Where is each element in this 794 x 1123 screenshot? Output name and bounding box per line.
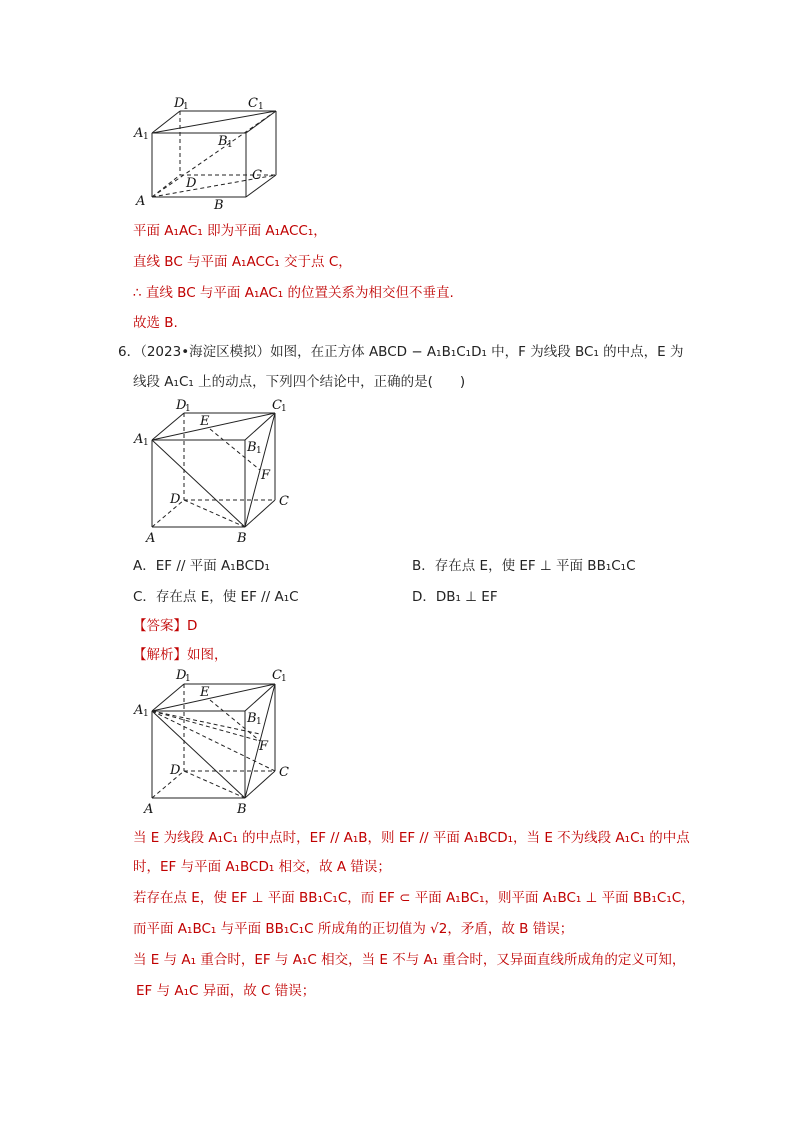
label-A: A [136,194,146,209]
prev-line-4: 故选 B. [133,315,178,331]
label-D: D [170,763,181,778]
label-D1: D [176,668,187,683]
label-C: C [279,494,289,509]
label-sub: 1 [185,404,191,414]
label-sub: 1 [143,438,149,448]
explanation-line-4: 而平面 A₁BC₁ 与平面 BB₁C₁C 所成角的正切值为 √2，矛盾，故 B 错误； [133,921,574,937]
label-A1: A [134,126,144,141]
prev-line-1: 平面 A₁AC₁ 即为平面 A₁ACC₁， [133,223,327,239]
label-B1: B [247,440,257,455]
label-C1: C [248,96,258,111]
answer-value: D [187,618,198,634]
label-B1: B [218,134,228,149]
label-A: A [144,802,154,816]
label-A1: A [134,703,144,718]
label-D: D [186,176,197,191]
label-sub: 1 [143,709,149,719]
explanation-line-1: 当 E 为线段 A₁C₁ 的中点时，EF // A₁B，则 EF // 平面 A₁BCD₁，当 E 不为线段 A₁C₁ 的中点 [133,830,690,846]
label-sub: 1 [185,674,191,684]
label-F: F [261,468,271,483]
label-D1: D [174,96,185,111]
explanation-line-3: 若存在点 E，使 EF ⊥ 平面 BB₁C₁C，而 EF ⊂ 平面 A₁BC₁，则平面 A₁BC₁ ⊥ 平面 BB₁C₁C， [133,890,695,906]
label-F: F [259,739,269,754]
prev-line-3: ∴ 直线 BC 与平面 A₁AC₁ 的位置关系为相交但不垂直. [133,285,454,301]
label-C1: C [272,398,282,413]
label-D1: D [176,398,187,413]
analysis-text: 如图， [187,647,228,663]
label-sub: 1 [258,102,264,112]
label-sub: 1 [281,404,287,414]
label-C: C [252,168,262,183]
option-b: B．存在点 E，使 EF ⊥ 平面 BB₁C₁C [412,558,636,574]
explanation-line-6: EF 与 A₁C 异面，故 C 错误； [136,983,316,999]
label-sub: 1 [256,717,262,727]
label-sub: 1 [256,446,262,456]
label-C: C [279,765,289,780]
answer-label: 【答案】 [133,618,187,634]
label-sub: 1 [143,132,149,142]
option-d: D．DB₁ ⊥ EF [412,589,498,605]
label-A: A [146,531,156,545]
label-B: B [214,198,224,213]
label-D: D [170,492,181,507]
label-B: B [237,531,247,545]
prev-line-2: 直线 BC 与平面 A₁ACC₁ 交于点 C， [133,254,352,270]
analysis-label: 【解析】 [133,647,187,663]
analysis-line [133,643,228,663]
label-C1: C [272,668,282,683]
cube-figure-2 [130,395,300,545]
label-sub: 1 [183,102,189,112]
option-c: C．存在点 E，使 EF // A₁C [133,589,299,605]
cube-figure-1 [130,95,280,215]
option-a: A．EF // 平面 A₁BCD₁ [133,558,270,574]
label-sub: 1 [227,140,233,150]
cube-figure-3 [130,664,300,816]
label-B1: B [247,711,257,726]
label-E: E [200,414,210,429]
label-B: B [237,802,247,816]
explanation-line-2: 时，EF 与平面 A₁BCD₁ 相交，故 A 错误； [133,859,391,875]
question-6-line-1: 6．（2023•海淀区模拟）如图，在正方体 ABCD − A₁B₁C₁D₁ 中，F 为线段 BC₁ 的中点，E 为 [118,344,684,360]
label-E: E [200,685,210,700]
label-A1: A [134,432,144,447]
question-6-line-2: 线段 A₁C₁ 上的动点，下列四个结论中，正确的是( ) [133,374,466,390]
answer-line [133,614,197,634]
label-sub: 1 [281,674,287,684]
explanation-line-5: 当 E 与 A₁ 重合时，EF 与 A₁C 相交，当 E 不与 A₁ 重合时，又异面直线所成角的定义可知， [133,952,686,968]
